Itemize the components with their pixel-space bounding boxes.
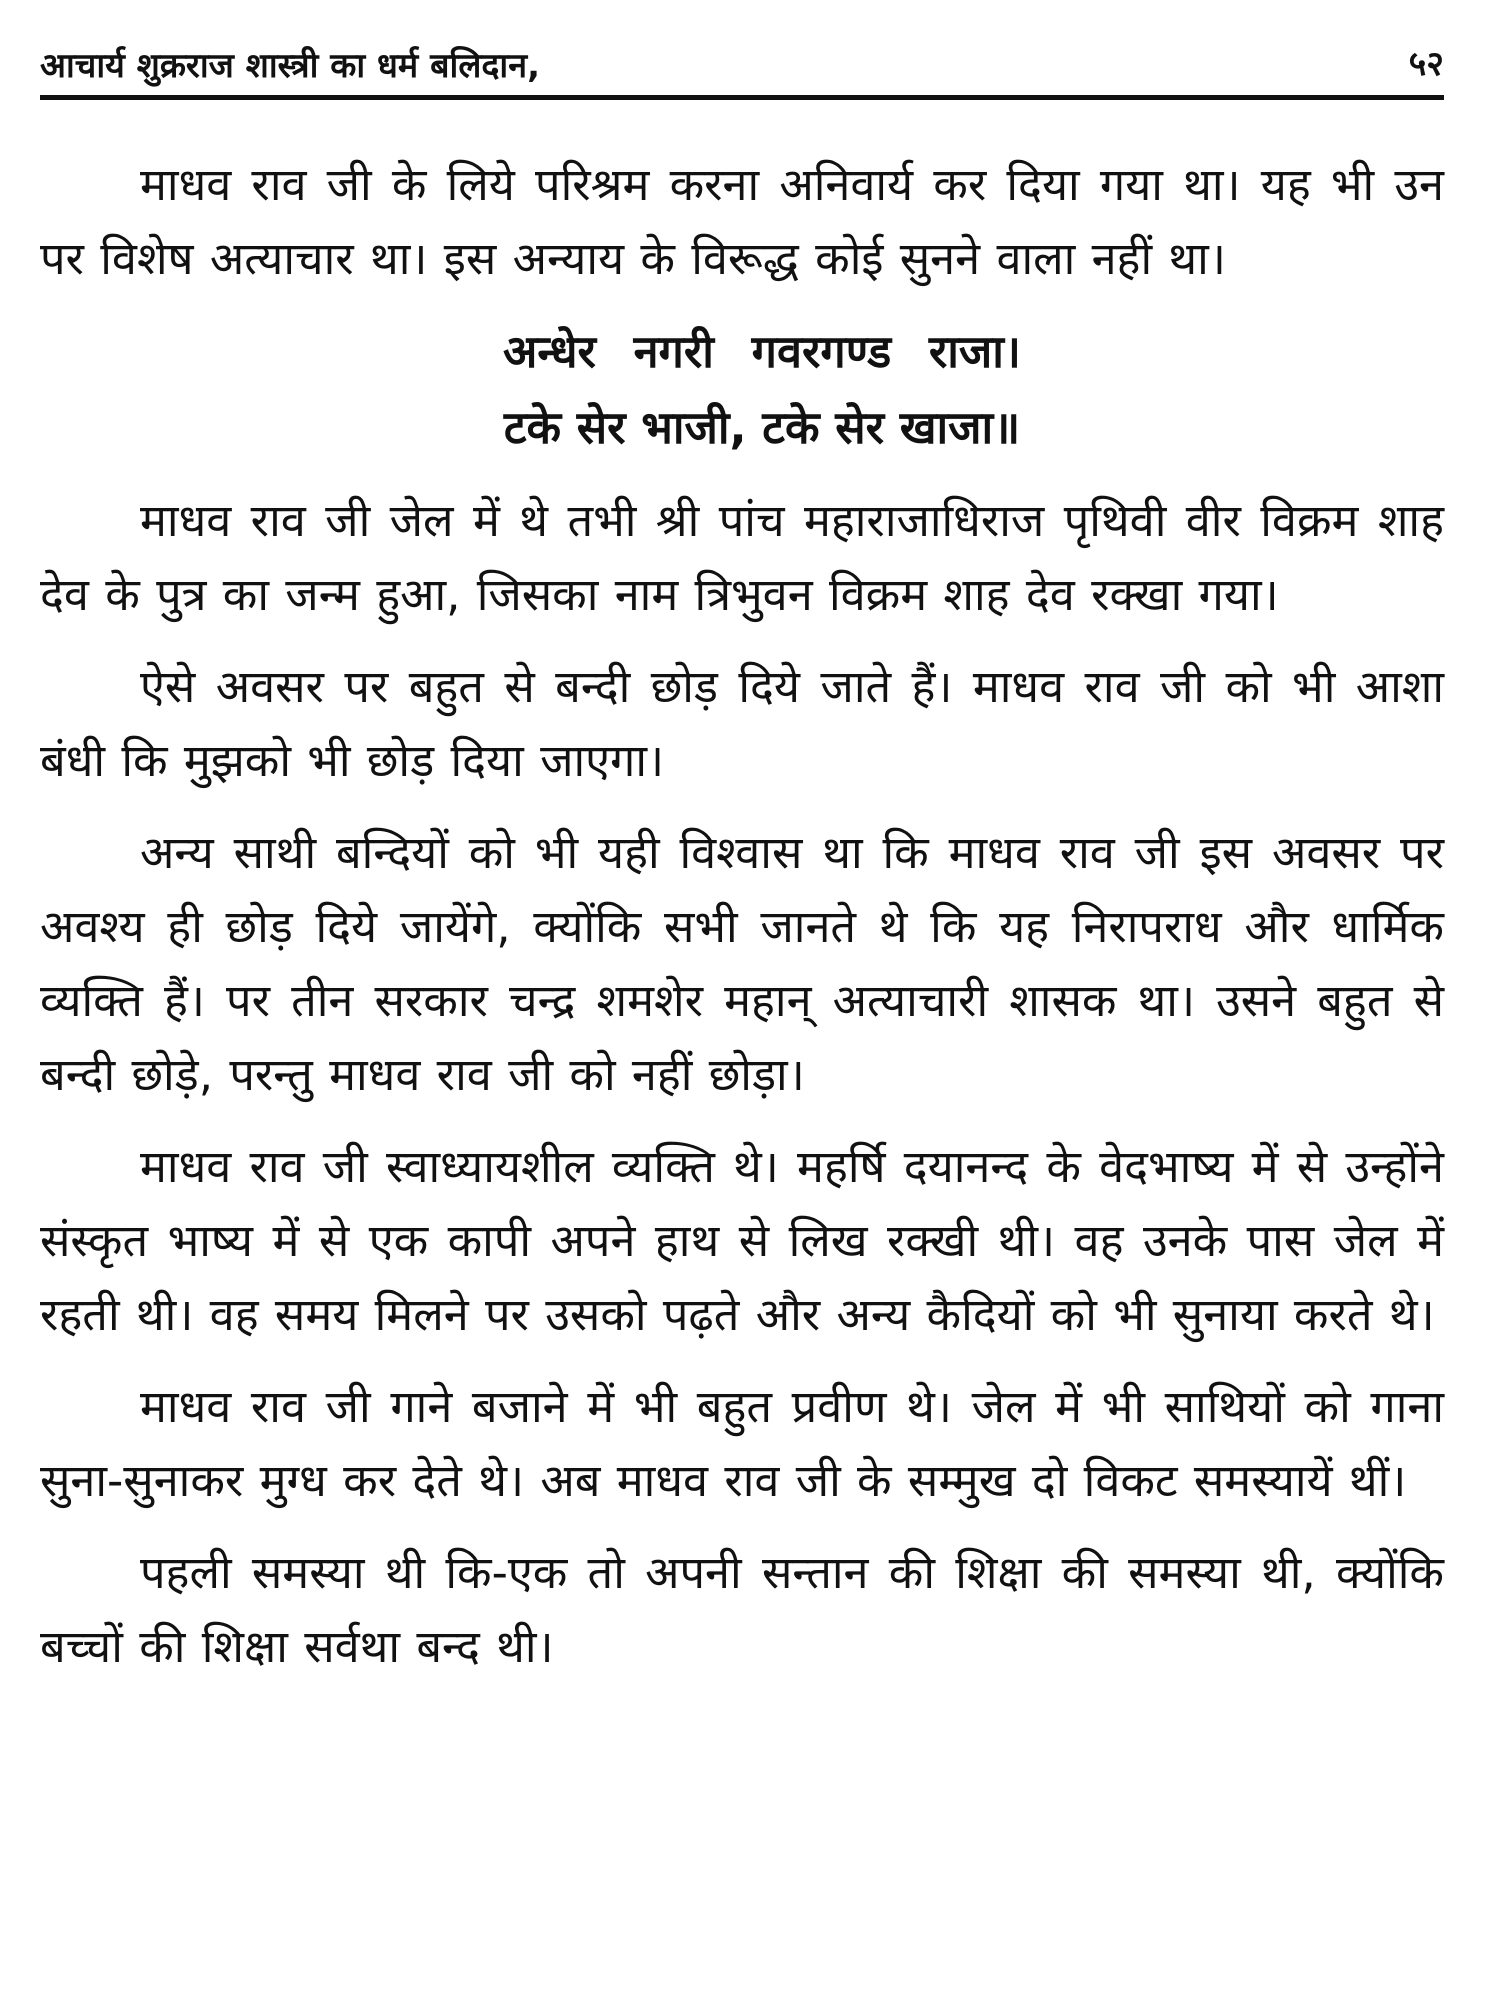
verse-line-1: अन्धेर नगरी गवरगण्ड राजा। <box>502 325 1021 378</box>
paragraph-2: माधव राव जी जेल में थे तभी श्री पांच महाराजाधिराज पृथिवी वीर विक्रम शाह देव के पुत्र का जन्म हुआ, जिसका नाम त्रिभुवन विक्रम शाह देव रक्खा गया। <box>40 494 1444 621</box>
paragraph-4: अन्य साथी बन्दियों को भी यही विश्वास था कि माधव राव जी इस अवसर पर अवश्य ही छोड़ दिये जायेंगे, क्योंकि सभी जानते थे कि यह निरापराध और धार्मिक व्यक्ति हैं। पर तीन सरकार चन्द्र शमशेर महान् अत्याचारी शासक था। उसने बहुत से बन्दी छोड़े, परन्तु माधव राव जी को नहीं छोड़ा। <box>40 826 1444 1101</box>
paragraph-6: माधव राव जी गाने बजाने में भी बहुत प्रवीण थे। जेल में भी साथियों को गाना सुना-सुनाकर मुग्ध कर देते थे। अब माधव राव जी के सम्मुख दो विकट समस्यायें थीं। <box>40 1380 1444 1507</box>
body-text <box>40 148 1444 1684</box>
running-header <box>40 40 1444 100</box>
header-title: आचार्य शुक्रराज शास्त्री का धर्म बलिदान, <box>40 46 541 86</box>
paragraph-5: माधव राव जी स्वाध्यायशील व्यक्ति थे। महर्षि दयानन्द के वेदभाष्य में से उन्होंने संस्कृत भाष्य में से एक कापी अपने हाथ से लिख रक्खी थी। वह उनके पास जेल में रहती थी। वह समय मिलने पर उसको पढ़ते और अन्य कैदियों को भी सुनाया करते थे। <box>40 1140 1444 1341</box>
paragraph-3: ऐसे अवसर पर बहुत से बन्दी छोड़ दिये जाते हैं। माधव राव जी को भी आशा बंधी कि मुझको भी छोड़ दिया जाएगा। <box>40 660 1444 787</box>
verse-couplet <box>40 314 1444 466</box>
paragraph-7: पहली समस्या थी कि-एक तो अपनी सन्तान की शिक्षा की समस्या थी, क्योंकि बच्चों की शिक्षा सर्वथा बन्द थी। <box>40 1546 1444 1673</box>
verse-line-2: टके सेर भाजी, टके सेर खाजा॥ <box>503 401 1021 454</box>
page-number: ५२ <box>1408 44 1444 84</box>
paragraph-1: माधव राव जी के लिये परिश्रम करना अनिवार्य कर दिया गया था। यह भी उन पर विशेष अत्याचार था। इस अन्याय के विरूद्ध कोई सुनने वाला नहीं था। <box>40 158 1444 285</box>
